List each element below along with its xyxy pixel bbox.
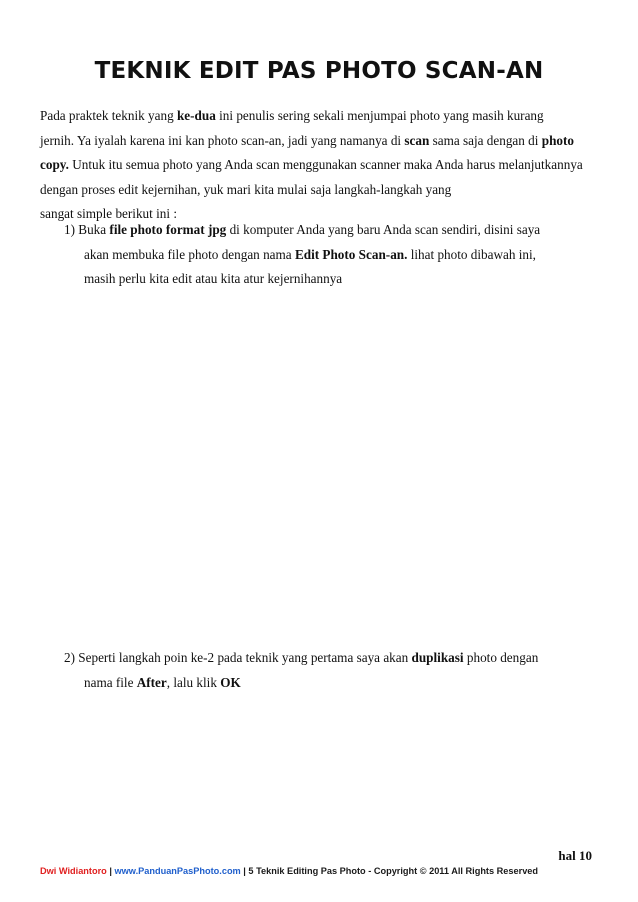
text: Untuk itu semua photo yang Anda scan menggunakan scanner maka Anda harus melanjutkannya [68,157,583,172]
text: , lalu klik [166,674,221,690]
footer [40,866,538,876]
bold-text: copy. [40,157,69,172]
text: jernih. Ya iyalah karena ini kan photo scan-an, jadi yang namanya di [40,132,405,148]
step-2 [64,646,604,695]
page-title: TEKNIK EDIT PAS PHOTO SCAN-AN [94,58,544,84]
bold-text: OK [220,674,241,690]
text: 1) Buka [64,222,110,237]
text: 2) Seperti langkah poin ke-2 pada teknik yang pertama saya akan [64,650,412,665]
text: di komputer Anda yang baru Anda scan sendiri, disini saya [226,222,541,237]
intro-line: sangat simple berikut ini : [40,206,177,221]
text: lihat photo dibawah ini, [407,246,536,262]
footer-copyright: 5 Teknik Editing Pas Photo - Copyright © 2011 All Rights Reserved [248,866,539,876]
photo-placeholder [84,296,604,636]
step-line [64,646,604,671]
step-1 [64,218,604,292]
bold-text: photo [541,132,574,148]
bold-text: After [136,674,167,690]
intro-line [40,153,600,178]
intro-line [40,104,600,129]
text: nama file [84,674,137,690]
bold-text: duplikasi [411,650,464,665]
intro-paragraph [40,104,600,227]
bold-text: ke-dua [176,108,216,123]
bold-text: file photo format jpg [109,222,227,237]
text: Pada praktek teknik yang [40,108,177,123]
step-line: masih perlu kita edit atau kita atur kejernihannya [84,271,343,286]
text: ini penulis sering sekali menjumpai photo yang masih kurang [215,108,544,123]
page-number: hal 10 [558,848,592,863]
bold-text: Edit Photo Scan-an. [294,246,408,262]
step-line [64,218,604,243]
step-line [64,671,604,696]
text: sama saja dengan di [429,132,542,148]
step-line [64,243,604,268]
text: photo dengan [463,650,539,665]
intro-line [40,129,600,154]
footer-separator: | [240,866,249,876]
bold-text: scan [404,132,430,148]
footer-separator: | [106,866,115,876]
text: akan membuka file photo dengan nama [84,246,295,262]
footer-website-link[interactable]: www.PanduanPasPhoto.com [114,866,241,876]
intro-line: dengan proses edit kejernihan, yuk mari kita mulai saja langkah-langkah yang [40,181,452,197]
footer-author: Dwi Widiantoro [40,866,107,876]
